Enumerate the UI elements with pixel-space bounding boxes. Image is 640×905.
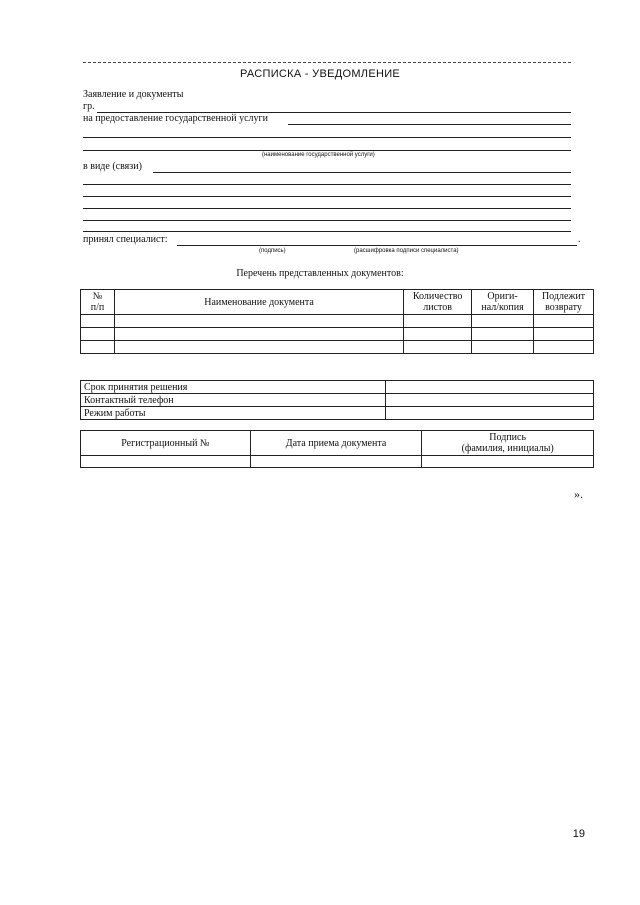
work-hours-label: Режим работы — [81, 407, 386, 420]
accepted-field-line[interactable] — [177, 245, 577, 246]
col-return: Подлежит возврату — [534, 290, 594, 315]
doc-list-heading: Перечень представленных документов: — [236, 268, 404, 279]
col-original-copy: Ориги- нал/копия — [472, 290, 534, 315]
col-reg-number: Регистрационный № — [81, 431, 251, 456]
service-label: на предоставление государственной услуги — [83, 113, 268, 124]
doc-list-header-row — [81, 290, 594, 315]
col-signature: Подпись (фамилия, инициалы) — [422, 431, 594, 456]
cell[interactable] — [472, 315, 534, 328]
document-title: РАСПИСКА - УВЕДОМЛЕНИЕ — [239, 68, 401, 80]
decision-term-value[interactable] — [386, 381, 594, 394]
cell[interactable] — [114, 315, 403, 328]
form-field-line-5[interactable] — [83, 220, 571, 221]
accepted-end: . — [578, 234, 581, 245]
form-field-line-2[interactable] — [83, 184, 571, 185]
decision-term-label: Срок принятия решения — [81, 381, 386, 394]
cell[interactable] — [114, 341, 403, 354]
table-row[interactable] — [81, 328, 594, 341]
cell[interactable] — [422, 456, 594, 468]
statement-label: Заявление и документы — [83, 89, 184, 100]
col-doc-name: Наименование документа — [114, 290, 403, 315]
form-field-line[interactable] — [153, 172, 571, 173]
closing-quote-mark: ». — [574, 487, 583, 501]
service-field-line-2[interactable] — [83, 137, 571, 138]
table-row — [81, 407, 594, 420]
accepted-label: принял специалист: — [83, 234, 168, 245]
col-receive-date: Дата приема документа — [250, 431, 422, 456]
registration-table — [80, 430, 594, 468]
cell[interactable] — [404, 341, 472, 354]
col-number: № п/п — [81, 290, 115, 315]
table-row[interactable] — [81, 456, 594, 468]
cell[interactable] — [81, 341, 115, 354]
citizen-label: гр. — [83, 101, 95, 112]
form-field-line-3[interactable] — [83, 196, 571, 197]
cell[interactable] — [472, 328, 534, 341]
cell[interactable] — [404, 328, 472, 341]
cell[interactable] — [534, 315, 594, 328]
table-row[interactable] — [81, 341, 594, 354]
registration-header-row — [81, 431, 594, 456]
info-table — [80, 380, 594, 420]
col-sheets: Количество листов — [404, 290, 472, 315]
work-hours-value[interactable] — [386, 407, 594, 420]
cell[interactable] — [81, 328, 115, 341]
cell[interactable] — [534, 328, 594, 341]
table-row[interactable] — [81, 315, 594, 328]
form-label: в виде (связи) — [83, 161, 142, 172]
cell[interactable] — [81, 456, 251, 468]
cell[interactable] — [472, 341, 534, 354]
signature-caption: (подпись) — [259, 248, 286, 254]
phone-value[interactable] — [386, 394, 594, 407]
form-field-line-4[interactable] — [83, 208, 571, 209]
cell[interactable] — [250, 456, 422, 468]
page-number: 19 — [572, 828, 585, 840]
decode-caption: (расшифровка подписи специалиста) — [354, 248, 459, 254]
cell[interactable] — [404, 315, 472, 328]
top-dashed-separator — [83, 62, 571, 63]
cell[interactable] — [81, 315, 115, 328]
cell[interactable] — [534, 341, 594, 354]
form-field-line-6[interactable] — [83, 231, 571, 232]
cell[interactable] — [114, 328, 403, 341]
table-row — [81, 394, 594, 407]
phone-label: Контактный телефон — [81, 394, 386, 407]
doc-list-table — [80, 289, 594, 354]
table-row — [81, 381, 594, 394]
service-caption: (наименование государственной услуги) — [262, 152, 375, 158]
service-field-line-3[interactable] — [83, 150, 571, 151]
service-field-line[interactable] — [288, 124, 571, 125]
